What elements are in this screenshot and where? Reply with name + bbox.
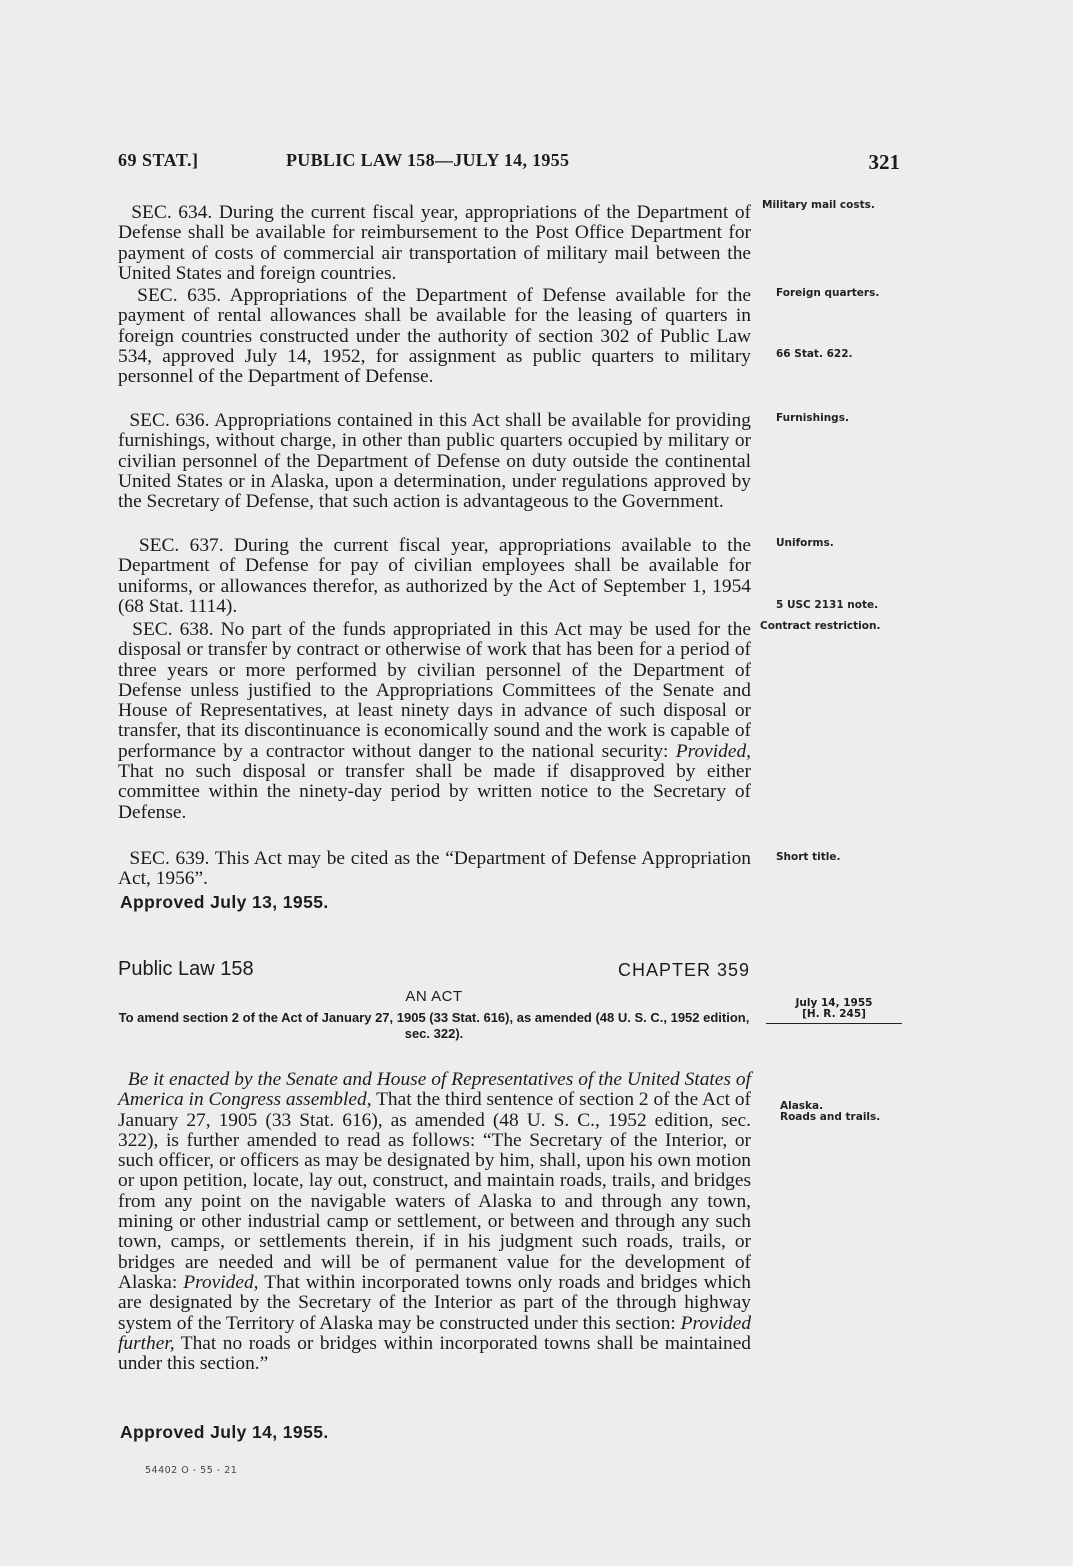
- approval-date-2: Approved July 14, 1955.: [120, 1422, 329, 1442]
- volume-reference: 69 STAT.]: [118, 150, 199, 170]
- margin-note-roads-trails: Roads and trails.: [780, 1111, 881, 1123]
- margin-note-alaska: Alaska.: [780, 1100, 824, 1112]
- section-number: SEC. 638.: [132, 619, 214, 640]
- approval-date-1: Approved July 13, 1955.: [120, 892, 329, 912]
- page-header: [118, 150, 900, 176]
- section-number: SEC. 637.: [138, 535, 224, 556]
- section-number: SEC. 636.: [129, 410, 210, 431]
- enacting-text-continued: That within incorporated towns only roads and bridges which are designated by the Secretary of the Interior as part of the through highway system of the Territory of Alaska may be constructed under this section:: [118, 1271, 751, 1334]
- margin-note-foreign-quarters: Foreign quarters.: [776, 287, 880, 299]
- section-text-continued: That no such disposal or transfer shall be made if disapproved by either committee within the ninety-day period by written notice to the Secretary of Defense.: [118, 761, 751, 823]
- enacting-text-final: That no roads or bridges within incorporated towns shall be maintained under this section.”: [118, 1332, 751, 1375]
- section-639: [118, 849, 751, 890]
- printing-code: 54402 O - 55 - 21: [145, 1465, 238, 1476]
- margin-note-stat-citation: 66 Stat. 622.: [776, 348, 853, 360]
- section-text: Appropriations contained in this Act shall be available for providing furnishings, without charge, in other than public quarters occupied by military or civilian personnel of the Department of Defense on duty outside the continental United States or in Alaska, upon a determination, under regulations approved by the Secretary of Defense, that such action is advantageous to the Government.: [118, 410, 751, 513]
- section-number: SEC. 634.: [131, 202, 213, 223]
- margin-note-military-mail: Military mail costs.: [762, 199, 875, 211]
- section-text: This Act may be cited as the “Department of Defense Appropriation Act, 1956”.: [118, 848, 752, 890]
- section-text: During the current fiscal year, appropriations of the Department of Defense shall be available for reimbursement to the Post Office Department for payment of costs of commercial air transportation of military mail between the United States and foreign countries.: [118, 202, 751, 284]
- section-636: [118, 411, 751, 512]
- proviso-word: Provided,: [675, 740, 751, 762]
- section-text: During the current fiscal year, appropriations available to the Department of Defense for pay of civilian employees shall be available for uniforms, or allowances therefor, as authorized by the Act of September 1, 1954 (68 Stat. 1114).: [118, 535, 752, 617]
- margin-note-usc-citation: 5 USC 2131 note.: [776, 599, 879, 611]
- enacting-text: That the third sentence of section 2 of the Act of January 27, 1905 (33 Stat. 616), as amended (48 U. S. C., 1952 edition, sec. 322), is further amended to read as follows: “The Secretary of the Interior, or such officer, or officers as may be designated by him, shall, upon his own motion or upon petition, locate, lay out, construct, and maintain roads, trails, and bridges from any point on the navigable waters of Alaska to and through any town, mining or other industrial camp or settlement, or between and through any such town, camps, or settlements therein, if in his judgment such roads, trails, or bridges are needed and will be of permanent value for the development of Alaska:: [118, 1089, 751, 1293]
- chapter-number: CHAPTER 359: [617, 960, 750, 980]
- section-text: Appropriations of the Department of Defense available for the payment of rental allowances shall be available for the leasing of quarters in foreign countries constructed under the authority of section 302 of Public Law 534, approved July 14, 1952, for assignment as public quarters to military personnel of the Department of Defense.: [118, 285, 751, 388]
- an-act-heading: AN ACT: [405, 988, 463, 1005]
- section-634: [118, 203, 751, 284]
- section-638: [118, 620, 751, 823]
- margin-note-uniforms: Uniforms.: [776, 537, 834, 549]
- proviso-further-word: Provided further,: [118, 1312, 752, 1354]
- margin-note-furnishings: Furnishings.: [776, 412, 849, 424]
- section-635: [118, 286, 751, 387]
- law-heading: [118, 958, 750, 984]
- margin-note-short-title: Short title.: [776, 851, 841, 863]
- page-title: PUBLIC LAW 158—JULY 14, 1955: [286, 150, 570, 170]
- enacting-section: [118, 1070, 751, 1374]
- section-number: SEC. 639.: [129, 848, 210, 869]
- section-text: No part of the funds appropriated in this Act may be used for the disposal or transfer by contract or otherwise of work that has been for a period of three years or more performed by civilian personnel of the Department of Defense unless justified to the Appropriations Committees of the Senate and House of Representatives, at least ninety days in advance of such disposal or transfer, that its discontinuance is economically sound and the work is capable of performance by a contractor without danger to the national security:: [118, 619, 751, 762]
- section-number: SEC. 635.: [137, 285, 222, 306]
- proviso-word: Provided,: [183, 1271, 259, 1293]
- bill-date: July 14, 1955: [795, 997, 873, 1009]
- margin-note-contract-restriction: Contract restriction.: [760, 620, 881, 632]
- bill-reference: [766, 998, 902, 1024]
- act-purpose: To amend section 2 of the Act of January 27, 1905 (33 Stat. 616), as amended (48 U. S. C., 1952 edition, sec. 322).: [118, 1010, 750, 1041]
- enacting-clause: Be it enacted by the Senate and House of Representatives of the United States of America in Congress assembled,: [118, 1069, 751, 1111]
- page-number: 321: [868, 150, 900, 174]
- section-637: [118, 536, 751, 617]
- public-law-number: Public Law 158: [118, 958, 254, 980]
- bill-number: [H. R. 245]: [802, 1008, 866, 1020]
